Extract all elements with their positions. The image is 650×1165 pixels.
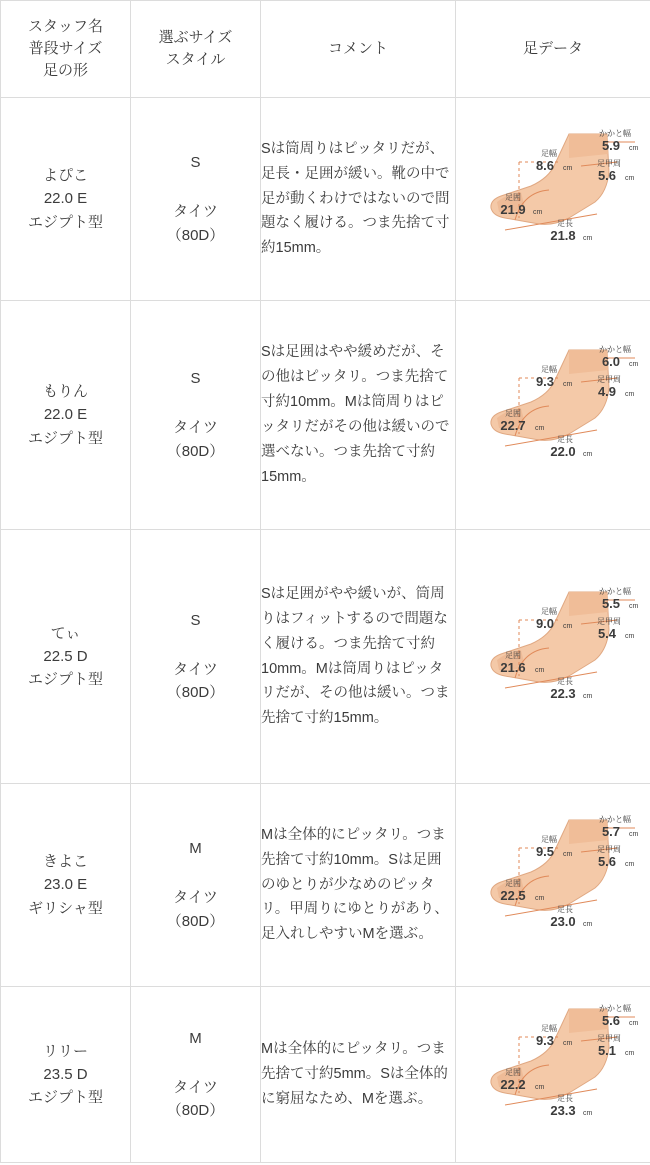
chosen-size: M (189, 1029, 202, 1047)
girth-unit: cm (534, 895, 544, 902)
instep-label: 足甲周 (596, 159, 621, 168)
table-row (1, 530, 650, 784)
width-label: 足幅 (540, 1023, 557, 1033)
instep-value: 4.9 (597, 384, 616, 399)
header-line: スタイル (165, 51, 226, 68)
foot-data-cell (456, 530, 650, 784)
table-row (1, 98, 650, 301)
usual-size: 22.5 D (43, 647, 88, 665)
staff-name-cell (1, 98, 131, 301)
foot-type: エジプト型 (27, 1089, 103, 1107)
girth-label: 足囲 (504, 409, 521, 418)
heel-label: かかと幅 (598, 815, 631, 824)
chosen-size: M (189, 840, 202, 858)
staff-name: よぴこ (42, 167, 88, 185)
heel-value: 5.5 (601, 595, 620, 611)
foot-type: エジプト型 (27, 671, 103, 689)
instep-unit: cm (624, 632, 634, 640)
comment-cell: Sは足囲はやや緩めだが、その他はピッタリ。つま先捨て寸約10mm。Mは筒周りはピッタリだがその他は緩いので選べない。つま先捨て寸約15mm。 (261, 301, 456, 530)
length-label: 足長 (556, 905, 573, 914)
girth-value: 21.6 (499, 659, 526, 675)
heel-label: かかと幅 (598, 586, 631, 596)
girth-label: 足囲 (504, 193, 521, 202)
staff-name: もりん (42, 383, 88, 401)
column-header-size (131, 1, 261, 98)
style-label: タイツ (173, 660, 218, 678)
heel-unit: cm (628, 831, 638, 838)
instep-label: 足甲周 (596, 375, 621, 384)
chosen-size: S (190, 611, 201, 629)
instep-unit: cm (624, 175, 634, 182)
width-value: 9.3 (535, 1032, 554, 1048)
table-body (1, 98, 650, 1163)
width-label: 足幅 (540, 606, 557, 616)
length-unit: cm (582, 451, 592, 458)
heel-value: 5.6 (601, 1012, 620, 1028)
heel-value: 6.0 (601, 354, 620, 369)
column-header-comment (261, 1, 456, 98)
girth-value: 22.5 (499, 888, 526, 903)
width-label: 足幅 (540, 365, 557, 374)
foot-data-cell (456, 784, 650, 987)
heel-unit: cm (628, 602, 638, 610)
foot-diagram-svg (457, 800, 650, 970)
foot-measurement-figure (457, 572, 650, 742)
style-label: タイツ (173, 203, 218, 221)
heel-unit: cm (628, 1019, 638, 1027)
style-label: タイツ (173, 419, 218, 437)
header-line: 足の形 (42, 61, 88, 79)
foot-measurement-figure (457, 800, 650, 970)
table-header-row (1, 1, 650, 98)
table-row (1, 784, 650, 987)
staff-name: リリー (42, 1042, 88, 1060)
staff-name-cell (1, 987, 131, 1163)
style-label: タイツ (173, 889, 218, 907)
foot-measurement-figure (457, 995, 650, 1155)
usual-size: 23.0 E (43, 876, 88, 894)
length-label: 足長 (556, 676, 573, 686)
length-label: 足長 (556, 435, 573, 444)
girth-unit: cm (532, 209, 542, 216)
foot-diagram-svg (457, 995, 650, 1155)
heel-unit: cm (628, 145, 638, 152)
instep-value: 5.4 (597, 625, 616, 641)
length-unit: cm (582, 235, 592, 242)
instep-unit: cm (624, 391, 634, 398)
foot-measurement-figure (457, 330, 650, 500)
foot-diagram-svg (457, 114, 650, 284)
header-line: 足データ (522, 40, 583, 58)
comment-cell: Mは全体的にピッタリ。つま先捨て寸約10mm。Sは足囲のゆとりが少なめのピッタリ。甲周りにゆとりがあり、足入れしやすいMを選ぶ。 (261, 784, 456, 987)
chosen-size-cell (131, 301, 261, 530)
width-unit: cm (562, 622, 572, 630)
usual-size: 22.0 E (43, 190, 88, 208)
girth-value: 21.9 (499, 202, 526, 217)
chosen-size-cell (131, 98, 261, 301)
width-value: 9.3 (535, 374, 554, 389)
girth-label: 足囲 (504, 1067, 521, 1077)
length-unit: cm (582, 921, 592, 928)
length-value: 21.8 (549, 228, 576, 243)
staff-name-cell (1, 530, 131, 784)
width-label: 足幅 (540, 149, 557, 158)
chosen-size: S (190, 370, 201, 388)
chosen-size: S (190, 154, 201, 172)
instep-unit: cm (624, 1049, 634, 1057)
staff-name: きよこ (42, 853, 88, 871)
heel-label: かかと幅 (598, 129, 631, 138)
girth-value: 22.7 (499, 418, 526, 433)
girth-unit: cm (534, 1083, 544, 1091)
width-unit: cm (562, 851, 572, 858)
foot-measurement-figure (457, 114, 650, 284)
usual-size: 23.5 D (43, 1065, 88, 1083)
foot-diagram-svg (457, 330, 650, 500)
girth-unit: cm (534, 666, 544, 674)
header-line: スタッフ名 (27, 18, 103, 36)
foot-data-cell (456, 987, 650, 1163)
heel-value: 5.7 (601, 824, 620, 839)
denier-label: （80D） (166, 226, 225, 244)
length-value: 22.3 (549, 685, 576, 701)
denier-label: （80D） (166, 684, 225, 702)
table-row (1, 987, 650, 1163)
width-label: 足幅 (540, 835, 557, 844)
instep-value: 5.6 (597, 854, 616, 869)
table-row (1, 301, 650, 530)
denier-label: （80D） (166, 1102, 225, 1120)
heel-value: 5.9 (601, 138, 620, 153)
heel-unit: cm (628, 361, 638, 368)
header-line: 普段サイズ (28, 40, 103, 58)
length-label: 足長 (556, 1093, 573, 1103)
length-unit: cm (582, 692, 592, 700)
length-value: 23.3 (549, 1102, 576, 1118)
chosen-size-cell (131, 987, 261, 1163)
column-header-staff (1, 1, 131, 98)
denier-label: （80D） (166, 442, 225, 460)
comment-cell: Sは筒周りはピッタリだが、足長・足囲が緩い。靴の中で足が動くわけではないので問題なく履ける。つま先捨て寸約15mm。 (261, 98, 456, 301)
width-unit: cm (562, 165, 572, 172)
width-value: 8.6 (535, 158, 554, 173)
length-value: 23.0 (549, 914, 576, 929)
instep-label: 足甲周 (596, 616, 621, 626)
header-line: コメント (327, 40, 388, 58)
heel-label: かかと幅 (598, 345, 631, 354)
length-unit: cm (582, 1109, 592, 1117)
foot-type: ギリシャ型 (28, 899, 103, 917)
staff-name-cell (1, 301, 131, 530)
instep-unit: cm (624, 861, 634, 868)
chosen-size-cell (131, 530, 261, 784)
chosen-size-cell (131, 784, 261, 987)
foot-data-cell (456, 301, 650, 530)
foot-diagram-svg (457, 572, 650, 742)
denier-label: （80D） (166, 912, 225, 930)
column-header-footdata (456, 1, 650, 98)
width-unit: cm (562, 381, 572, 388)
comment-cell: Sは足囲がやや緩いが、筒周りはフィットするので問題なく履ける。つま先捨て寸約10mm。Mは筒周りはピッタリだが、その他は緩い。つま先捨て寸約15mm。 (261, 530, 456, 784)
staff-name: てぃ (50, 624, 81, 642)
foot-type: エジプト型 (27, 213, 103, 231)
instep-label: 足甲周 (596, 845, 621, 854)
girth-unit: cm (534, 425, 544, 432)
usual-size: 22.0 E (43, 406, 88, 424)
instep-value: 5.6 (597, 168, 616, 183)
length-label: 足長 (556, 219, 573, 228)
width-value: 9.5 (535, 844, 554, 859)
staff-name-cell (1, 784, 131, 987)
heel-label: かかと幅 (598, 1003, 631, 1013)
header-line: 選ぶサイズ (158, 29, 233, 47)
foot-data-cell (456, 98, 650, 301)
comment-cell: Mは全体的にピッタリ。つま先捨て寸約5mm。Sは全体的に窮屈なため、Mを選ぶ。 (261, 987, 456, 1163)
girth-label: 足囲 (504, 650, 521, 660)
style-label: タイツ (173, 1078, 218, 1096)
instep-value: 5.1 (597, 1042, 616, 1058)
width-unit: cm (562, 1039, 572, 1047)
foot-type: エジプト型 (27, 429, 103, 447)
width-value: 9.0 (535, 615, 554, 631)
instep-label: 足甲周 (596, 1033, 621, 1043)
length-value: 22.0 (549, 444, 576, 459)
girth-value: 22.2 (499, 1076, 526, 1092)
girth-label: 足囲 (504, 879, 521, 888)
